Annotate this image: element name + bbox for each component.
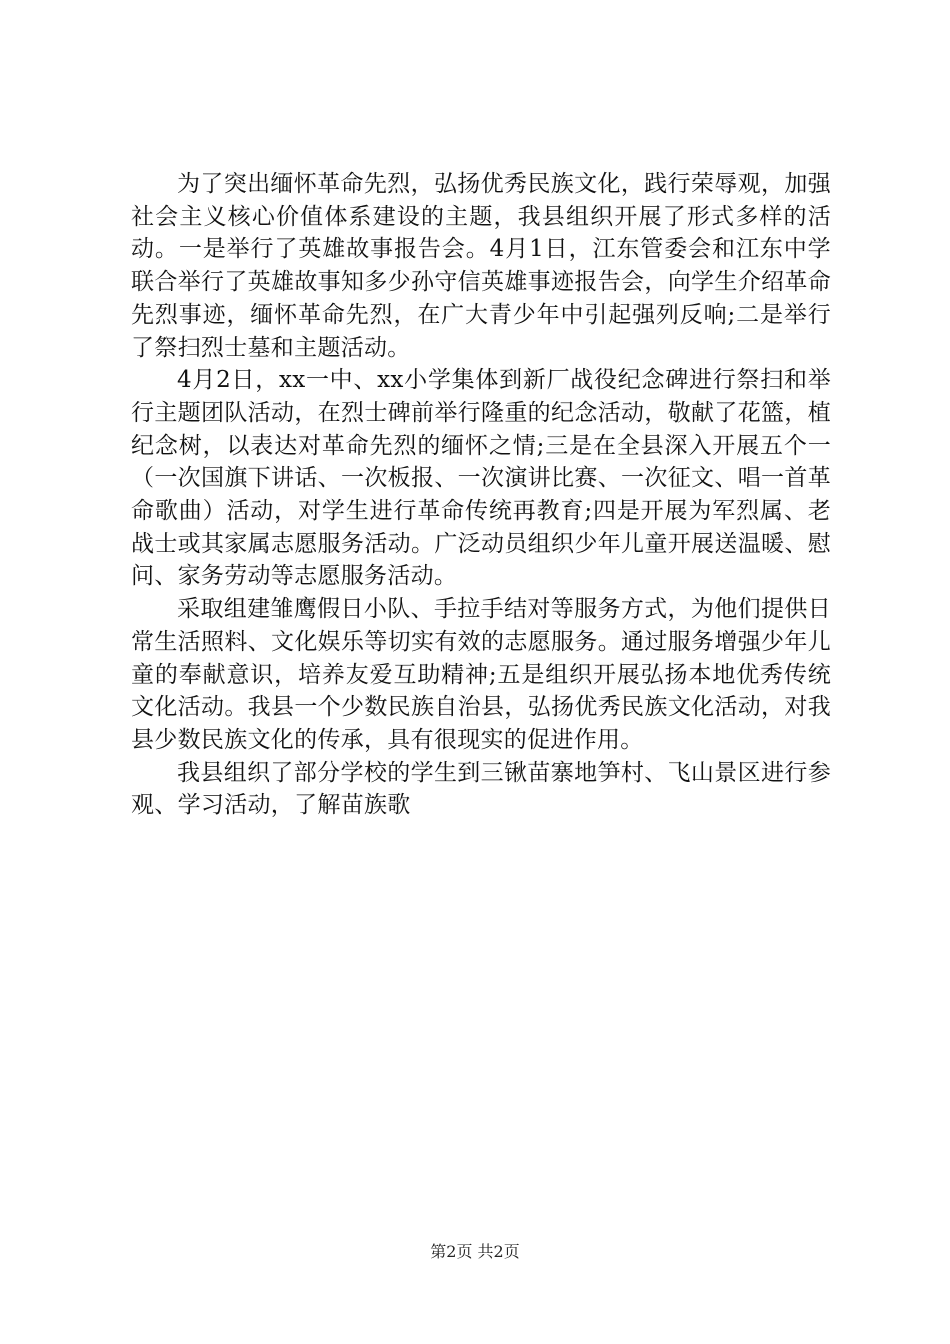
page-footer xyxy=(0,1242,950,1262)
paragraph-3: 采取组建雏鹰假日小队、手拉手结对等服务方式，为他们提供日常生活照料、文化娱乐等切实有效的志愿服务。通过服务增强少年儿童的奉献意识，培养友爱互助精神;五是组织开展弘扬本地优秀传统文化活动。我县一个少数民族自治县，弘扬优秀民族文化活动，对我县少数民族文化的传承，具有很现实的促进作用。 xyxy=(131,596,831,753)
document-body xyxy=(131,168,831,822)
paragraph-4: 我县组织了部分学校的学生到三锹苗寨地笋村、飞山景区进行参观、学习活动，了解苗族歌 xyxy=(131,759,831,819)
page-number-label: 第2页 共2页 xyxy=(430,1242,520,1261)
paragraph-2: 4月2日，xx一中、xx小学集体到新厂战役纪念碑进行祭扫和举行主题团队活动，在烈士碑前举行隆重的纪念活动，敬献了花篮，植纪念树，以表达对革命先烈的缅怀之情;三是在全县深入开展五个一（一次国旗下讲话、一次板报、一次演讲比赛、一次征文、唱一首革命歌曲）活动，对学生进行革命传统再教育;四是开展为军烈属、老战士或其家属志愿服务活动。广泛动员组织少年儿童开展送温暖、慰问、家务劳动等志愿服务活动。 xyxy=(131,367,831,590)
paragraph-1: 为了突出缅怀革命先烈，弘扬优秀民族文化，践行荣辱观，加强社会主义核心价值体系建设的主题，我县组织开展了形式多样的活动。一是举行了英雄故事报告会。4月1日，江东管委会和江东中学联合举行了英雄故事知多少孙守信英雄事迹报告会，向学生介绍革命先烈事迹，缅怀革命先烈，在广大青少年中引起强列反响;二是举行了祭扫烈士墓和主题活动。 xyxy=(131,171,831,361)
